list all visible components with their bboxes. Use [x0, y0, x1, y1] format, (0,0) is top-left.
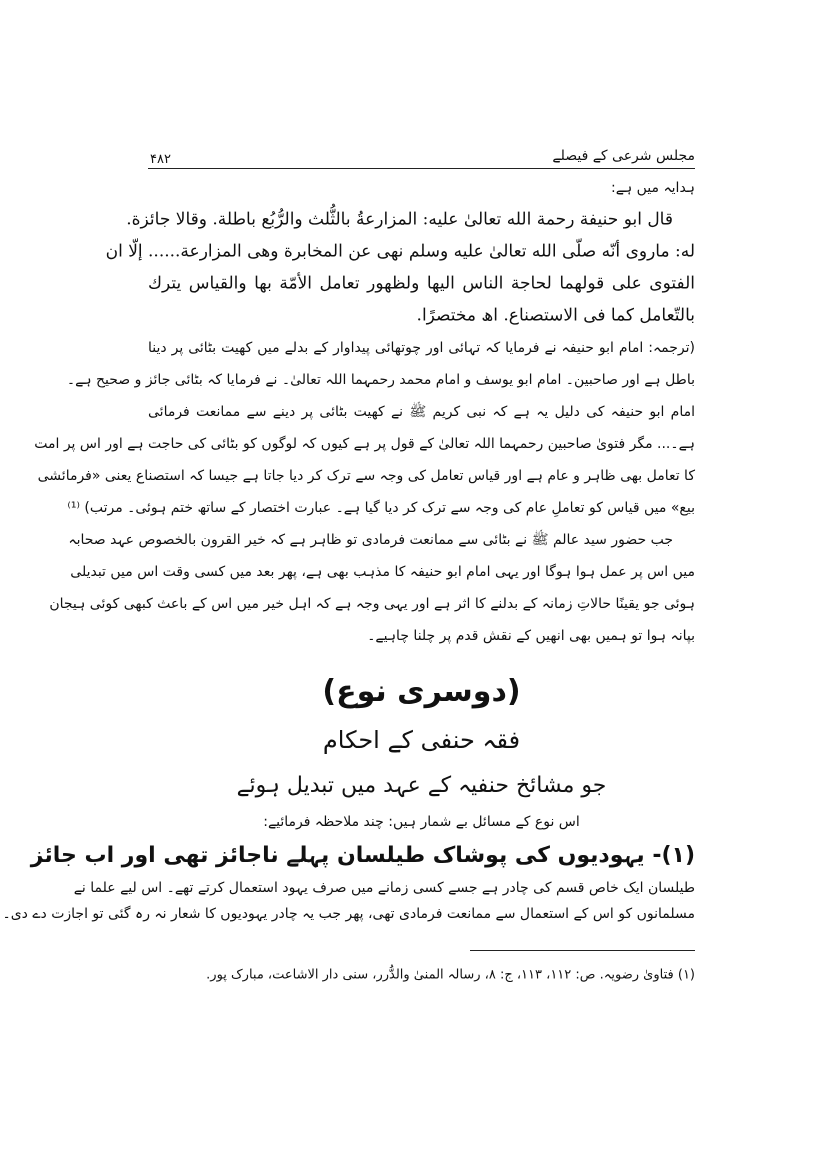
translation-line: باطل ہے اور صاحبین۔ امام ابو یوسف و امام محمد رحمہما اللہ تعالیٰ۔ نے فرمایا کہ بٹائی جائز و صحیح ہے۔: [66, 372, 695, 388]
section-subtitle-2: جو مشائخ حنفیہ کے عہد میں تبدیل ہوئے: [236, 773, 607, 798]
translation-line: بیع» میں قیاس کو تعاملِ عام کی وجہ سے ترک کر دیا گیا ہے۔ عبارت اختصار کے ساتھ ختم ہوئی۔ مرتب) ⁽¹⁾: [67, 500, 695, 516]
translation-line: امام ابو حنیفہ کی دلیل یہ ہے کہ نبی کریم ﷺ نے کھیت بٹائی پر دینے سے ممانعت فرمائی: [148, 404, 695, 420]
page-number: ۴۸۲: [150, 152, 171, 167]
section-subtitle: فقہ حنفی کے احکام: [322, 726, 521, 754]
section-intro: اس نوع کے مسائل بے شمار ہیں: چند ملاحظہ فرمائیے:: [263, 814, 580, 830]
paragraph-line: ہوئی جو یقینًا حالاتِ زمانہ کے بدلنے کا اثر ہے اور یہی وجہ ہے کہ اہل خیر میں اس کے باعث کبھی کوئی ہیجان: [49, 596, 695, 612]
item-text-line: مسلمانوں کو اس کے استعمال سے ممانعت فرمادی تھی، پھر جب یہ چادر یہودیوں کا شعار نہ رہ گئی تو اجازت دے دی۔: [2, 906, 695, 922]
section-heading: (دوسری نوع): [322, 674, 521, 709]
arabic-line: الفتوی علی قولهما لحاجة الناس الیها ولظهور تعامل الأمّة بها والقیاس یترك: [148, 273, 695, 294]
arabic-line: بالتّعامل کما فی الاستصناع. اھ مختصرًا.: [416, 305, 695, 326]
running-header-title: مجلس شرعی کے فیصلے: [552, 148, 695, 164]
arabic-line: له: ماروی أنّه صلّی الله تعالیٰ علیه وسلم نهی عن المخابرة وهی المزارعة...... إلّا ان: [105, 241, 695, 262]
footnote: (۱) فتاویٰ رضویہ. ص: ۱۱۲، ۱۱۳، ج: ۸، رسالہ المنیٰ والدُّرر، سنی دار الاشاعت، مبارک پور.: [206, 967, 695, 983]
translation-line: ہے۔... مگر فتویٰ صاحبین رحمہما اللہ تعالیٰ کے قول پر ہے کیوں کہ لوگوں کو بٹائی کی حاجت ہے اور اس پر امت: [34, 436, 695, 452]
intro-line: ہدایہ میں ہے:: [611, 180, 695, 196]
item-heading: (۱)- یہودیوں کی پوشاک طیلسان پہلے ناجائز تھی اور اب جائز: [30, 843, 695, 868]
translation-line: کا تعامل بھی ظاہر و عام ہے اور قیاس تعامل کی وجہ سے ترک کر دیا جاتا ہے جیسا کہ استصناع یعنی «فرمائشی: [37, 468, 695, 484]
paragraph-line: جب حضور سید عالم ﷺ نے بٹائی سے ممانعت فرمادی تو ظاہر ہے کہ خیر القرون بالخصوص عہد صحابہ: [68, 532, 673, 548]
arabic-line: قال ابو حنیفة رحمة الله تعالیٰ علیه: المزارعةُ بالثُّلث والرُّبُع باطلة. وقالا جائزة.: [126, 209, 673, 230]
paragraph-line: میں اس پر عمل ہوا ہوگا اور یہی امام ابو حنیفہ کا مذہب بھی ہے، پھر بعد میں کسی وقت اس میں تبدیلی: [70, 564, 695, 580]
item-text-line: طیلسان ایک خاص قسم کی چادر ہے جسے کسی زمانے میں صرف یہود استعمال کرتے تھے۔ اس لیے علما نے: [73, 880, 695, 896]
translation-line: (ترجمہ: امام ابو حنیفہ نے فرمایا کہ تہائی اور چوتھائی پیداوار کے بدلے میں کھیت بٹائی پر دینا: [148, 340, 695, 356]
footnote-rule: [470, 950, 695, 951]
paragraph-line: بپانہ ہوا تو ہمیں بھی انھیں کے نقش قدم پر چلنا چاہیے۔: [367, 628, 695, 644]
header-rule: [148, 168, 695, 169]
